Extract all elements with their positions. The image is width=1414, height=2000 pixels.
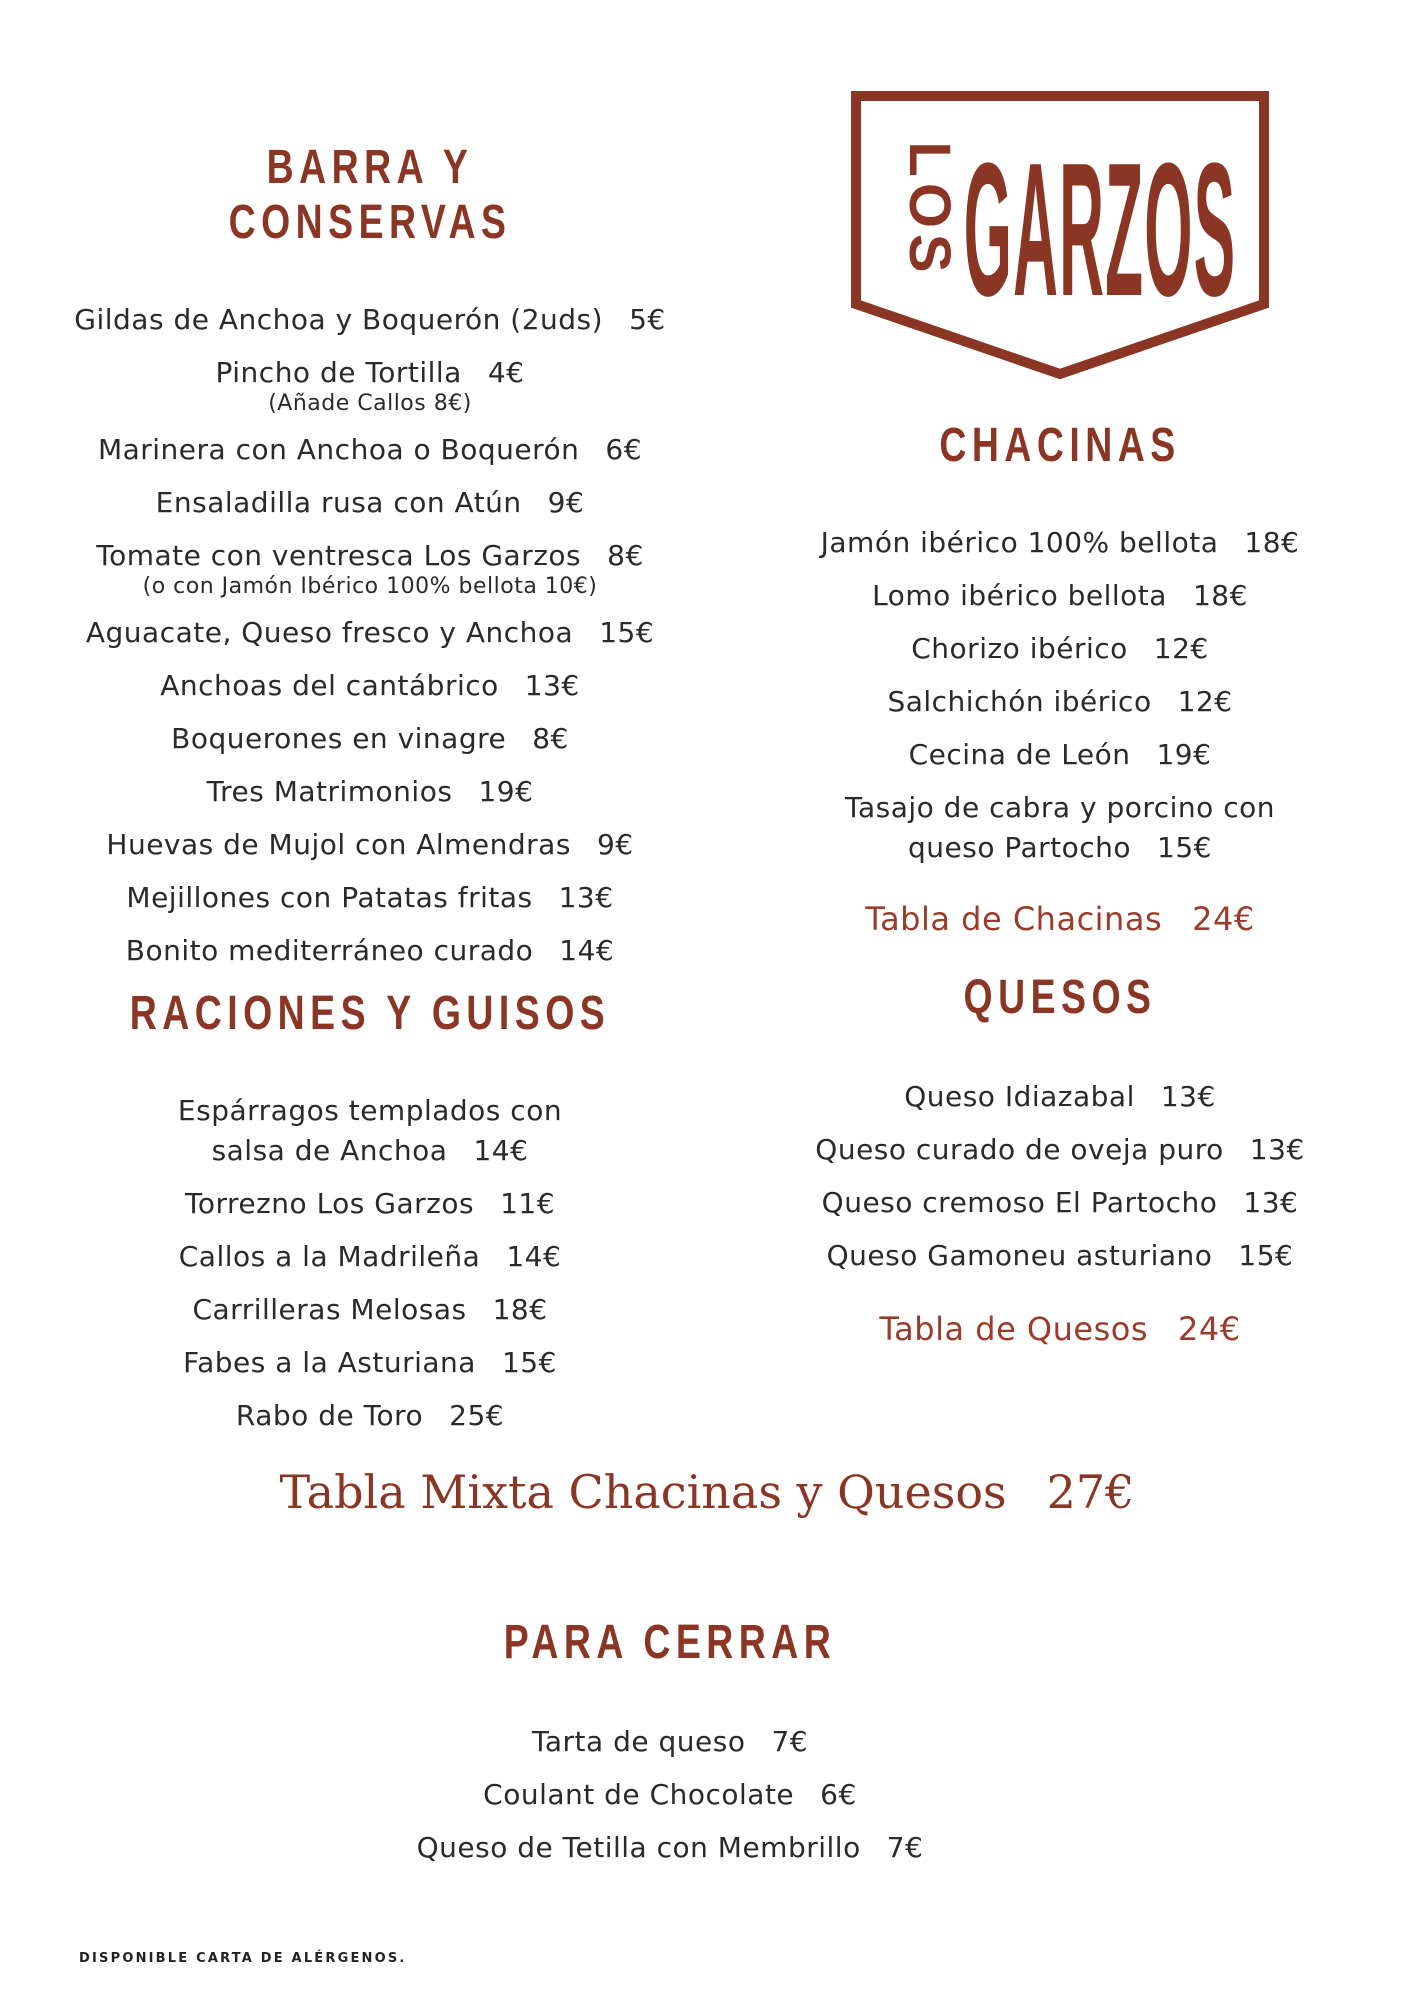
item-name: Pincho de Tortilla [215, 356, 462, 389]
menu-item [60, 1290, 680, 1330]
menu-item [60, 1184, 680, 1224]
item-price: 14€ [473, 1134, 529, 1167]
item-name: Ensaladilla rusa con Atún [155, 486, 522, 519]
logo-main-text: GARZOS [963, 122, 1237, 336]
item-name: Aguacate, Queso fresco y Anchoa [85, 616, 574, 649]
item-name: salsa de Anchoa [211, 1134, 448, 1167]
item-name-line1: Tasajo de cabra y porcino con [845, 791, 1275, 824]
menu-item [320, 1775, 1020, 1815]
menu-item [60, 1396, 680, 1436]
menu-item [60, 1237, 680, 1277]
item-price: 5€ [629, 303, 666, 336]
item-name: Cecina de León [908, 738, 1131, 771]
item-name: Salchichón ibérico [887, 685, 1152, 718]
item-name: Torrezno Los Garzos [184, 1187, 475, 1220]
menu-item [770, 523, 1350, 563]
item-name: Queso Gamoneu asturiano [826, 1239, 1213, 1272]
item-price: 13€ [1249, 1133, 1305, 1166]
tabla-price: 24€ [1178, 1310, 1241, 1348]
menu-item [770, 1183, 1350, 1223]
item-price: 15€ [1238, 1239, 1294, 1272]
item-name: Callos a la Madrileña [178, 1240, 481, 1273]
item-price: 15€ [501, 1346, 557, 1379]
item-price: 13€ [558, 881, 614, 914]
item-note: (o con Jamón Ibérico 100% bellota 10€) [142, 574, 598, 599]
menu-item [60, 430, 680, 470]
item-name: Coulant de Chocolate [483, 1778, 795, 1811]
item-price: 13€ [524, 669, 580, 702]
item-name: Huevas de Mujol con Almendras [106, 828, 571, 861]
section-title-barra: BARRA Y CONSERVAS [228, 141, 512, 249]
item-name: queso Partocho [908, 831, 1132, 864]
item-name: Marinera con Anchoa o Boquerón [97, 433, 580, 466]
item-name: Lomo ibérico bellota [872, 579, 1167, 612]
bottom-section [320, 1615, 1020, 1881]
item-name: Anchoas del cantábrico [160, 669, 499, 702]
allergens-footer: DISPONIBLE CARTA DE ALÉRGENOS. [79, 1951, 407, 1966]
menu-item [60, 931, 680, 971]
menu-item [60, 1091, 680, 1171]
item-name: Carrilleras Melosas [192, 1293, 467, 1326]
left-column [60, 140, 680, 1449]
item-name: Tres Matrimonios [206, 775, 453, 808]
menu-item [60, 666, 680, 706]
menu-item [60, 825, 680, 865]
menu-item [770, 682, 1350, 722]
menu-item [60, 483, 680, 523]
logo-small-text: LOS [897, 141, 962, 279]
item-name: Tomate con ventresca Los Garzos [96, 539, 582, 572]
raciones-list [60, 1091, 680, 1436]
item-name: Queso curado de oveja puro [815, 1133, 1224, 1166]
menu-item [770, 576, 1350, 616]
item-price: 6€ [605, 433, 643, 466]
menu-item [770, 1077, 1350, 1117]
item-name: Tarta de queso [531, 1725, 746, 1758]
menu-item [320, 1722, 1020, 1762]
menu-item [60, 719, 680, 759]
item-price: 9€ [596, 828, 634, 861]
menu-item [60, 613, 680, 653]
item-name: Gildas de Anchoa y Boquerón (2uds) [74, 303, 604, 336]
item-name-line1: Espárragos templados con [177, 1094, 563, 1127]
item-price: 14€ [506, 1240, 562, 1273]
right-column [770, 90, 1350, 1362]
tabla-price: 24€ [1192, 900, 1255, 938]
item-name: Queso cremoso El Partocho [821, 1186, 1218, 1219]
item-price: 11€ [500, 1187, 556, 1220]
menu-item [770, 1130, 1350, 1170]
section-title-raciones: RACIONES Y GUISOS [129, 987, 611, 1040]
item-price: 15€ [1157, 831, 1212, 864]
tabla-mixta [0, 1465, 1414, 1519]
menu-item [770, 788, 1350, 868]
tabla-chacinas [770, 899, 1350, 939]
tabla-mixta-price: 27€ [1046, 1465, 1135, 1519]
section-title-chacinas: CHACINAS [939, 419, 1181, 472]
menu-item [60, 878, 680, 918]
item-price: 6€ [820, 1778, 857, 1811]
cerrar-list [320, 1722, 1020, 1868]
tabla-name: Tabla de Chacinas [865, 900, 1163, 938]
item-note: (Añade Callos 8€) [268, 391, 472, 416]
section-title-quesos: QUESOS [963, 971, 1157, 1024]
tabla-name: Tabla de Quesos [879, 1310, 1148, 1348]
item-name: Rabo de Toro [235, 1399, 424, 1432]
item-price: 14€ [559, 934, 615, 967]
item-price: 18€ [492, 1293, 548, 1326]
menu-item [60, 353, 680, 417]
tabla-quesos [770, 1309, 1350, 1349]
menu-item [60, 772, 680, 812]
item-price: 15€ [599, 616, 655, 649]
item-name: Bonito mediterráneo curado [125, 934, 534, 967]
item-price: 7€ [886, 1831, 924, 1864]
item-price: 25€ [449, 1399, 505, 1432]
menu-item [60, 300, 680, 340]
item-name: Jamón ibérico 100% bellota [820, 526, 1219, 559]
tabla-mixta-name: Tabla Mixta Chacinas y Quesos [279, 1465, 1007, 1519]
item-price: 13€ [1243, 1186, 1299, 1219]
menu-item [60, 1343, 680, 1383]
item-price: 18€ [1244, 526, 1300, 559]
menu-item [320, 1828, 1020, 1868]
item-price: 19€ [478, 775, 534, 808]
item-name: Mejillones con Patatas fritas [126, 881, 533, 914]
item-price: 8€ [607, 539, 644, 572]
menu-item [770, 629, 1350, 669]
los-garzos-logo [850, 90, 1270, 380]
menu-item [60, 536, 680, 600]
item-price: 13€ [1160, 1080, 1216, 1113]
item-name: Fabes a la Asturiana [183, 1346, 476, 1379]
item-name: Queso Idiazabal [904, 1080, 1135, 1113]
item-price: 9€ [547, 486, 585, 519]
item-price: 19€ [1156, 738, 1212, 771]
section-title-cerrar: PARA CERRAR [503, 1616, 837, 1669]
item-price: 12€ [1177, 685, 1233, 718]
item-name: Boquerones en vinagre [171, 722, 507, 755]
item-price: 12€ [1153, 632, 1209, 665]
menu-item [770, 1236, 1350, 1276]
barra-list [60, 300, 680, 971]
item-price: 4€ [487, 356, 525, 389]
item-price: 8€ [532, 722, 569, 755]
chacinas-list [770, 523, 1350, 868]
item-price: 7€ [771, 1725, 809, 1758]
item-name: Chorizo ibérico [911, 632, 1128, 665]
menu-item [770, 735, 1350, 775]
quesos-list [770, 1077, 1350, 1276]
item-name: Queso de Tetilla con Membrillo [416, 1831, 861, 1864]
item-price: 18€ [1192, 579, 1248, 612]
